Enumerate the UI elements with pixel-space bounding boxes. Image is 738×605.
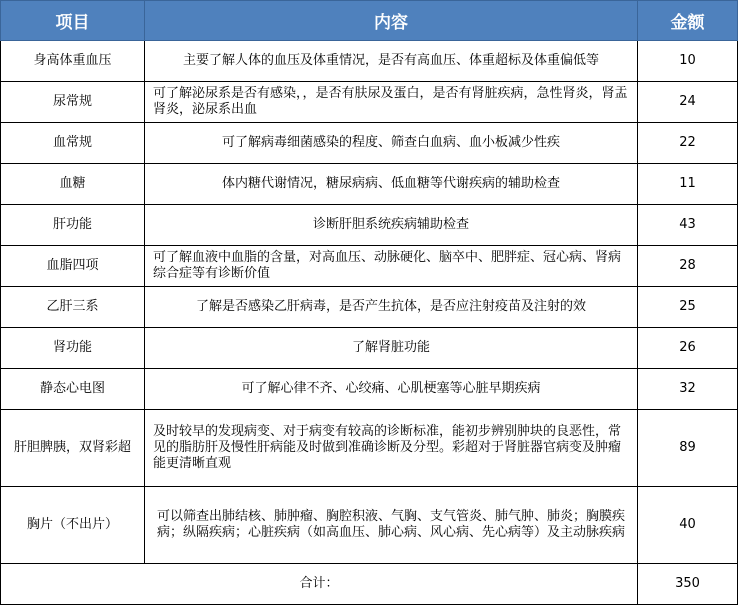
- table-row: [1, 82, 738, 123]
- header-amount: 金额: [638, 1, 738, 41]
- row-item: 尿常规: [1, 82, 145, 123]
- table-row: [1, 123, 738, 164]
- table-row: [1, 328, 738, 369]
- row-amount: 11: [638, 164, 738, 205]
- row-amount: 22: [638, 123, 738, 164]
- row-content: 了解肾脏功能: [145, 328, 638, 369]
- table-row: [1, 205, 738, 246]
- table-row: [1, 41, 738, 82]
- row-item: 静态心电图: [1, 369, 145, 410]
- row-item: 胸片（不出片）: [1, 487, 145, 564]
- row-amount: 28: [638, 246, 738, 287]
- row-content: 可以筛查出肺结核、肺肿瘤、胸腔积液、气胸、支气管炎、肺气肿、肺炎；胸膜疾病；纵隔疾病；心脏疾病（如高血压、肺心病、风心病、先心病等）及主动脉疾病: [145, 487, 638, 564]
- row-amount: 25: [638, 287, 738, 328]
- total-amount: 350: [638, 564, 738, 605]
- table-row: [1, 246, 738, 287]
- row-amount: 10: [638, 41, 738, 82]
- row-item: 肝功能: [1, 205, 145, 246]
- row-amount: 43: [638, 205, 738, 246]
- row-amount: 40: [638, 487, 738, 564]
- row-content: 可了解病毒细菌感染的程度、筛查白血病、血小板减少性疾: [145, 123, 638, 164]
- row-item: 血脂四项: [1, 246, 145, 287]
- row-item: 肝胆脾胰，双肾彩超: [1, 410, 145, 487]
- row-content: 可了解血液中血脂的含量，对高血压、动脉硬化、脑卒中、肥胖症、冠心病、肾病综合症等有诊断价值: [145, 246, 638, 287]
- table-row: [1, 164, 738, 205]
- row-amount: 24: [638, 82, 738, 123]
- row-item: 身高体重血压: [1, 41, 145, 82]
- row-content: 及时较早的发现病变、对于病变有较高的诊断标准，能初步辨别肿块的良恶性，常见的脂肪肝及慢性肝病能及时做到准确诊断及分型。彩超对于肾脏器官病变及肿瘤能更清晰直观: [145, 410, 638, 487]
- header-row: [1, 1, 738, 41]
- table-row: [1, 287, 738, 328]
- row-item: 乙肝三系: [1, 287, 145, 328]
- row-item: 肾功能: [1, 328, 145, 369]
- row-content: 诊断肝胆系统疾病辅助检查: [145, 205, 638, 246]
- header-item: 项目: [1, 1, 145, 41]
- table-row: [1, 487, 738, 564]
- row-amount: 89: [638, 410, 738, 487]
- row-content: 了解是否感染乙肝病毒，是否产生抗体，是否应注射疫苗及注射的效: [145, 287, 638, 328]
- total-label: 合计：: [1, 564, 638, 605]
- row-item: 血糖: [1, 164, 145, 205]
- table-row: [1, 369, 738, 410]
- header-content: 内容: [145, 1, 638, 41]
- row-content: 可了解泌尿系是否有感染，，是否有肤尿及蛋白，是否有肾脏疾病，急性肾炎，肾盂肾炎，泌尿系出血: [145, 82, 638, 123]
- row-content: 主要了解人体的血压及体重情况，是否有高血压、体重超标及体重偏低等: [145, 41, 638, 82]
- row-amount: 32: [638, 369, 738, 410]
- table-row: [1, 410, 738, 487]
- row-content: 体内糖代谢情况，糖尿病病、低血糖等代谢疾病的辅助检查: [145, 164, 638, 205]
- total-row: [1, 564, 738, 605]
- row-item: 血常规: [1, 123, 145, 164]
- row-content: 可了解心律不齐、心绞痛、心肌梗塞等心脏早期疾病: [145, 369, 638, 410]
- row-amount: 26: [638, 328, 738, 369]
